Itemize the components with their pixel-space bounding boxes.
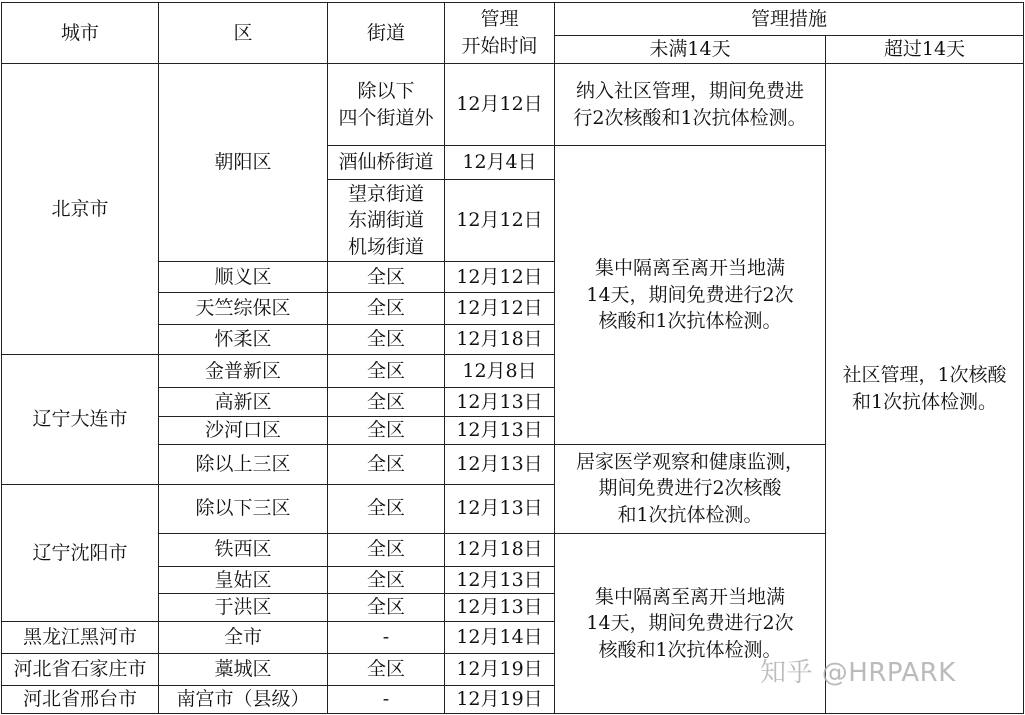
date-cell: 12月13日 (445, 566, 555, 594)
district-cell: 高新区 (159, 388, 328, 417)
measure-line: 核酸和1次抗体检测。 (598, 638, 782, 661)
city-cell: 河北省石家庄市 (2, 654, 159, 686)
date-cell: 12月12日 (445, 64, 555, 146)
street-cell: 全区 (328, 388, 445, 417)
street-cell: 全区 (328, 654, 445, 686)
date-cell: 12月13日 (445, 594, 555, 622)
district-cell: 全市 (159, 622, 328, 654)
measure-line: 居家医学观察和健康监测， (575, 450, 804, 473)
district-cell: 天竺综保区 (159, 293, 328, 325)
measure-cell (555, 146, 826, 445)
date-cell: 12月13日 (445, 388, 555, 417)
street-cell: - (328, 686, 445, 714)
measure-line: 14天，期间免费进行2次 (586, 283, 794, 306)
district-cell: 金普新区 (159, 355, 328, 388)
measure-line: 14天，期间免费进行2次 (586, 612, 794, 635)
street-cell: 全区 (328, 484, 445, 533)
header-row-1 (2, 3, 1024, 36)
zhihu-watermark: 知乎 @HRPARK (760, 658, 956, 688)
header-city: 城市 (2, 3, 159, 64)
header-district: 区 (159, 3, 328, 64)
date-cell: 12月8日 (445, 355, 555, 388)
street-cell: - (328, 622, 445, 654)
street-line: 机场街道 (347, 235, 424, 258)
date-cell: 12月19日 (445, 686, 555, 714)
street-cell: 全区 (328, 566, 445, 594)
district-cell: 除以上三区 (159, 444, 328, 484)
street-line: 四个街道外 (338, 106, 434, 129)
district-cell: 怀柔区 (159, 325, 328, 355)
city-cell: 河北省邢台市 (2, 686, 159, 714)
street-line: 除以下 (357, 79, 415, 102)
over14-measure-cell (826, 64, 1024, 714)
date-cell: 12月13日 (445, 444, 555, 484)
district-cell: 南宫市（县级） (159, 686, 328, 714)
header-measures: 管理措施 (555, 3, 1024, 36)
city-cell: 辽宁沈阳市 (2, 484, 159, 622)
district-cell: 顺义区 (159, 262, 328, 293)
measure-line: 集中隔离至离开当地满 (594, 585, 785, 608)
city-cell: 黑龙江黑河市 (2, 622, 159, 654)
measure-line: 和1次抗体检测。 (851, 390, 998, 413)
street-cell: 全区 (328, 417, 445, 445)
measure-line: 核酸和1次抗体检测。 (598, 310, 782, 333)
street-cell: 全区 (328, 444, 445, 484)
date-cell: 12月19日 (445, 654, 555, 686)
date-cell: 12月13日 (445, 484, 555, 533)
date-cell: 12月14日 (445, 622, 555, 654)
district-cell: 于洪区 (159, 594, 328, 622)
date-cell: 12月18日 (445, 533, 555, 566)
measure-cell (555, 444, 826, 533)
district-cell: 朝阳区 (159, 64, 328, 262)
street-line: 东湖街道 (347, 209, 424, 232)
street-cell: 全区 (328, 594, 445, 622)
measure-line: 社区管理，1次核酸 (842, 364, 1007, 386)
date-cell: 12月18日 (445, 325, 555, 355)
street-cell: 全区 (328, 325, 445, 355)
measure-cell (555, 64, 826, 146)
date-cell: 12月4日 (445, 146, 555, 180)
street-cell (328, 180, 445, 262)
city-cell: 辽宁大连市 (2, 355, 159, 485)
date-cell: 12月12日 (445, 293, 555, 325)
measure-line: 集中隔离至离开当地满 (594, 256, 785, 279)
header-start-time-line1: 管理 (480, 8, 519, 31)
table-row (2, 64, 1024, 146)
street-cell: 全区 (328, 355, 445, 388)
street-cell: 全区 (328, 293, 445, 325)
district-cell: 藁城区 (159, 654, 328, 686)
measure-line: 和1次抗体检测。 (617, 503, 763, 526)
city-cell: 北京市 (2, 64, 159, 355)
header-over14: 超过14天 (826, 36, 1024, 64)
header-under14: 未满14天 (555, 36, 826, 64)
measure-line: 行2次核酸和1次抗体检测。 (573, 106, 807, 129)
header-street: 街道 (328, 3, 445, 64)
date-cell: 12月12日 (445, 180, 555, 262)
district-cell: 沙河口区 (159, 417, 328, 445)
street-cell (328, 64, 445, 146)
measure-line: 期间免费进行2次核酸 (598, 477, 782, 500)
street-cell: 全区 (328, 262, 445, 293)
street-cell: 酒仙桥街道 (328, 146, 445, 180)
header-start-time-line2: 开始时间 (461, 35, 538, 57)
street-line: 望京街道 (347, 182, 424, 205)
date-cell: 12月13日 (445, 417, 555, 445)
district-cell: 除以下三区 (159, 484, 328, 533)
control-measures-table (1, 2, 1024, 714)
measure-line: 纳入社区管理，期间免费进 (575, 79, 804, 102)
header-start-time (445, 3, 555, 64)
street-cell: 全区 (328, 533, 445, 566)
district-cell: 皇姑区 (159, 566, 328, 594)
date-cell: 12月12日 (445, 262, 555, 293)
district-cell: 铁西区 (159, 533, 328, 566)
